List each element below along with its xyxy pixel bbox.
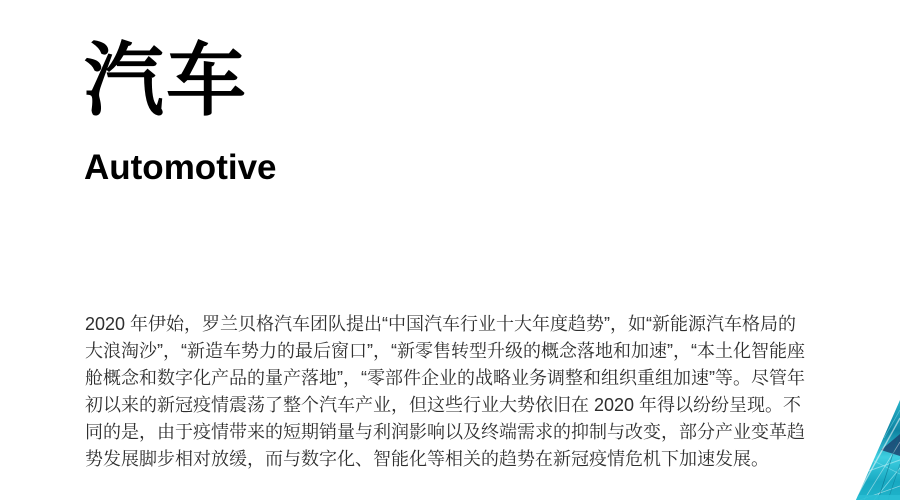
intro-paragraph: 2020 年伊始，罗兰贝格汽车团队提出“中国汽车行业十大年度趋势”，如“新能源汽车格局的大浪淘沙”，“新造车势力的最后窗口”，“新零售转型升级的概念落地和加速”，“本土化智能座舱概念和数字化产品的量产落地”，“零部件企业的战略业务调整和组织重组加速”等。尽管年初以来的新冠疫情震荡了整个汽车产业，但这些行业大势依旧在 2020 年得以纷纷呈现。不同的是，由于疫情带来的短期销量与利润影响以及终端需求的抑制与改变，部分产业变革趋势发展脚步相对放缓，而与数字化、智能化等相关的趋势在新冠疫情危机下加速发展。: [85, 314, 805, 469]
tech-mesh-triangle-graphic: [854, 398, 900, 500]
page-title-english: Automotive: [84, 148, 277, 187]
mesh-pattern: [854, 398, 900, 500]
page-title-chinese: 汽车: [84, 36, 248, 125]
